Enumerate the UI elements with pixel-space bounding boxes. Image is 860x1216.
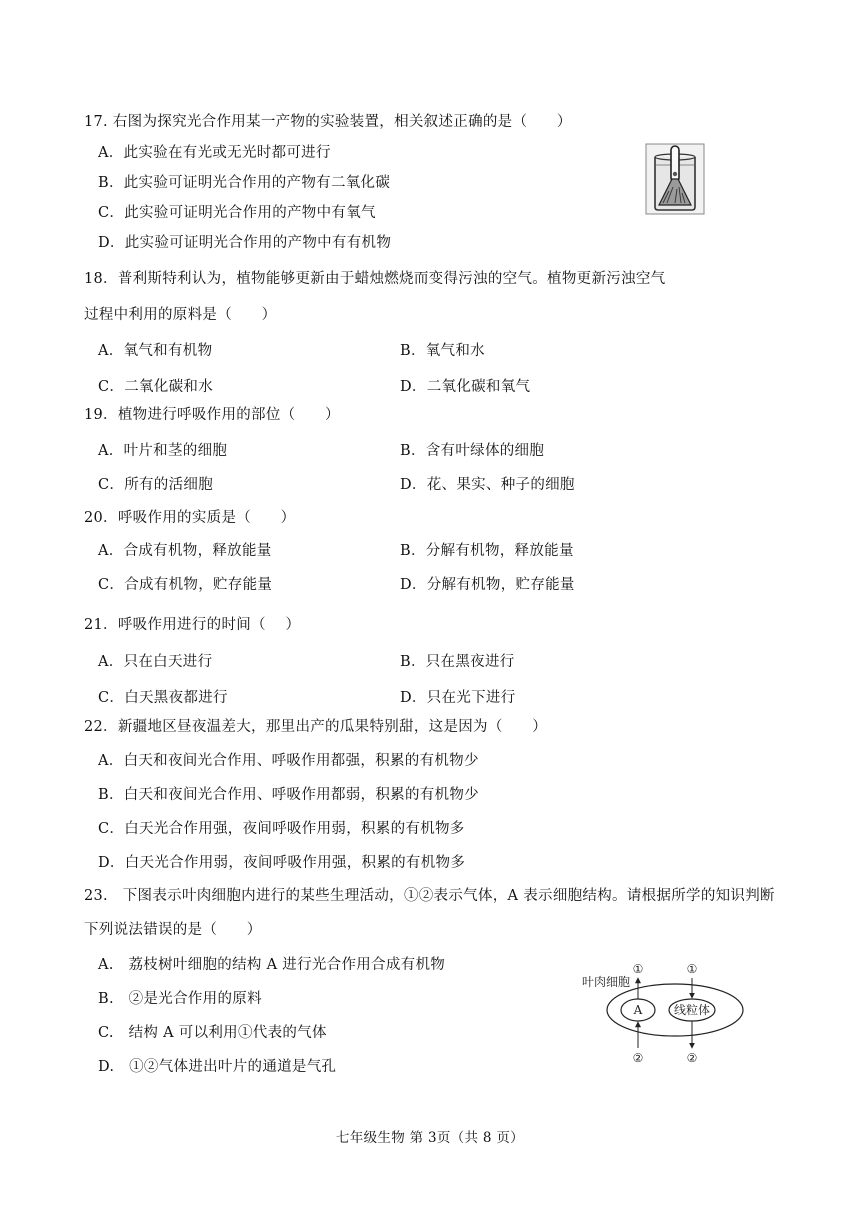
structure-a-label: A xyxy=(633,1003,643,1017)
question-17-option-b: B．此实验可证明光合作用的产物有二氧化碳 xyxy=(98,175,391,191)
question-18-option-d: D．二氧化碳和氧气 xyxy=(400,379,531,395)
question-22-option-c: C．白天光合作用强，夜间呼吸作用弱，积累的有机物多 xyxy=(98,821,465,837)
question-18-stem-line-2: 过程中利用的原料是（ ） xyxy=(84,307,277,323)
page-footer: 七年级生物 第 3页（共 8 页） xyxy=(336,1130,524,1146)
question-21-option-d: D．只在光下进行 xyxy=(400,690,516,706)
question-21-option-c: C．白天黑夜都进行 xyxy=(98,690,228,706)
question-23-option-d: D. ①②气体进出叶片的通道是气孔 xyxy=(98,1059,337,1075)
cell-label: 叶肉细胞 xyxy=(582,975,631,989)
question-23-stem-line-1: 23. 下图表示叶肉细胞内进行的某些生理活动，①②表示气体，A 表示细胞结构。请根据所学的知识判断 xyxy=(84,888,775,904)
question-19-stem: 19．植物进行呼吸作用的部位（ ） xyxy=(84,407,340,423)
question-17-option-d: D．此实验可证明光合作用的产物中有有机物 xyxy=(98,235,392,251)
experiment-apparatus-illustration xyxy=(645,143,705,215)
question-18-option-a: A．氧气和有机物 xyxy=(98,343,213,359)
question-17-stem: 17. 右图为探究光合作用某一产物的实验装置，相关叙述正确的是（ ） xyxy=(84,114,572,130)
question-18-option-c: C．二氧化碳和水 xyxy=(98,379,213,395)
gas-1-label-right: ① xyxy=(686,962,698,976)
question-17-option-a: A．此实验在有光或无光时都可进行 xyxy=(98,145,331,161)
question-21-option-a: A．只在白天进行 xyxy=(98,654,213,670)
question-23-option-a: A. 荔枝树叶细胞的结构 A 进行光合作用合成有机物 xyxy=(98,957,446,973)
gas-1-label-left: ① xyxy=(632,962,644,976)
mitochondria-label: 线粒体 xyxy=(673,1003,711,1017)
question-18-option-b: B．氧气和水 xyxy=(400,343,485,359)
question-23-option-b: B. ②是光合作用的原料 xyxy=(98,991,262,1007)
gas-2-label-right: ② xyxy=(686,1051,698,1065)
question-22-stem: 22．新疆地区昼夜温差大，那里出产的瓜果特别甜，这是因为（ ） xyxy=(84,719,548,735)
question-20-option-d: D．分解有机物，贮存能量 xyxy=(400,577,575,593)
question-17-option-c: C．此实验可证明光合作用的产物中有氧气 xyxy=(98,205,376,221)
question-22-option-b: B．白天和夜间光合作用、呼吸作用都弱，积累的有机物少 xyxy=(98,787,479,803)
question-20-option-b: B．分解有机物，释放能量 xyxy=(400,543,574,559)
question-20-stem: 20．呼吸作用的实质是（ ） xyxy=(84,510,296,526)
question-20-option-a: A．合成有机物，释放能量 xyxy=(98,543,272,559)
question-21-stem: 21．呼吸作用进行的时间（ ） xyxy=(84,617,301,633)
mesophyll-cell-diagram xyxy=(580,958,760,1076)
question-19-option-c: C．所有的活细胞 xyxy=(98,477,213,493)
question-23-option-c: C. 结构 A 可以利用①代表的气体 xyxy=(98,1025,327,1041)
question-19-option-a: A．叶片和茎的细胞 xyxy=(98,443,228,459)
question-22-option-a: A．白天和夜间光合作用、呼吸作用都强，积累的有机物少 xyxy=(98,753,479,769)
question-22-option-d: D．白天光合作用弱，夜间呼吸作用强，积累的有机物多 xyxy=(98,855,466,871)
question-21-option-b: B．只在黑夜进行 xyxy=(400,654,515,670)
question-19-option-d: D．花、果实、种子的细胞 xyxy=(400,477,575,493)
gas-2-label-left: ② xyxy=(632,1051,644,1065)
question-23-stem-line-2: 下列说法错误的是（ ） xyxy=(84,922,262,938)
question-18-stem-line-1: 18．普利斯特利认为，植物能够更新由于蜡烛燃烧而变得污浊的空气。植物更新污浊空气 xyxy=(84,271,666,287)
question-20-option-c: C．合成有机物，贮存能量 xyxy=(98,577,273,593)
question-19-option-b: B．含有叶绿体的细胞 xyxy=(400,443,545,459)
